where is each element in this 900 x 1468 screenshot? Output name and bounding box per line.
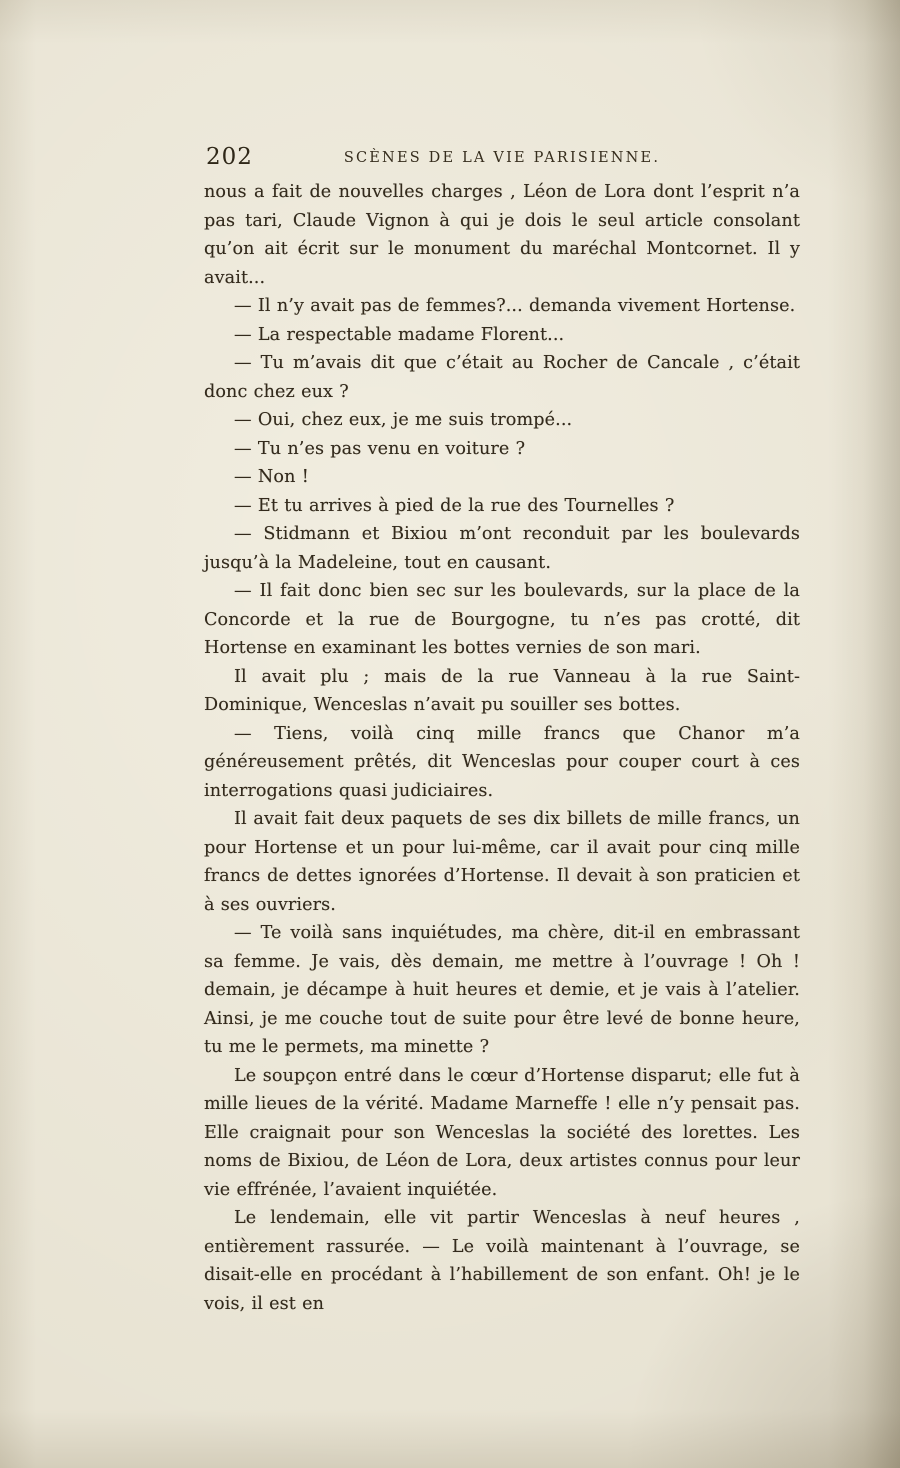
paragraph: — Il n’y avait pas de femmes?... demanda vivement Hortense.	[234, 296, 796, 316]
paragraph: — Non !	[234, 467, 309, 487]
page-number: 202	[206, 144, 253, 170]
paragraph: Le lendemain, elle vit partir Wenceslas à neuf heures , entièrement rassurée. — Le voilà maintenant à l’ouvrage, se disait-elle en procédant à l’habillement de son enfant. Oh! je le vois, il est en	[204, 1208, 800, 1314]
page-header	[204, 144, 800, 176]
paragraph: — Tu m’avais dit que c’était au Rocher de Cancale , c’était donc chez eux ?	[204, 353, 800, 402]
running-title: SCÈNES DE LA VIE PARISIENNE.	[343, 150, 661, 166]
paragraph: — La respectable madame Florent...	[234, 324, 565, 345]
paragraph: — Tu n’es pas venu en voiture ?	[234, 438, 526, 459]
paragraph: — Et tu arrives à pied de la rue des Tournelles ?	[234, 495, 675, 516]
paragraph: Il avait plu ; mais de la rue Vanneau à la rue Saint-Dominique, Wenceslas n’avait pu souiller ses bottes.	[204, 666, 800, 715]
paragraph: — Stidmann et Bixiou m’ont reconduit par les boulevards jusqu’à la Madeleine, tout en causant.	[204, 524, 800, 573]
paragraph: — Tiens, voilà cinq mille francs que Chanor m’a généreusement prêtés, dit Wenceslas pour couper court à ces interrogations quasi judiciaires.	[204, 723, 800, 801]
paragraph: Il avait fait deux paquets de ses dix billets de mille francs, un pour Hortense et un pour lui-même, car il avait pour cinq mille francs de dettes ignorées d’Hortense. Il devait à son praticien et à ses ouvriers.	[204, 809, 800, 915]
paragraph: Le soupçon entré dans le cœur d’Hortense disparut; elle fut à mille lieues de la vérité. Madame Marneffe ! elle n’y pensait pas. Elle craignait pour son Wenceslas la société des lorettes. Les noms de Bixiou, de Léon de Lora, deux artistes connus pour leur vie effrénée, l’avaient inquiétée.	[204, 1065, 800, 1200]
paragraph: — Oui, chez eux, je me suis trompé...	[234, 410, 573, 430]
paragraph: — Te voilà sans inquiétudes, ma chère, dit-il en embrassant sa femme. Je vais, dès demain, me mettre à l’ouvrage ! Oh ! demain, je décampe à huit heures et demie, et je vais à l’atelier. Ainsi, je me couche tout de suite pour être levé de bonne heure, tu me le permets, ma minette ?	[204, 923, 800, 1057]
paragraph: nous a fait de nouvelles charges , Léon de Lora dont l’esprit n’a pas tari, Claude Vignon à qui je dois le seul article consolant qu’on ait écrit sur le monument du maréchal Montcornet. Il y avait...	[204, 182, 800, 288]
paragraph: — Il fait donc bien sec sur les boulevards, sur la place de la Concorde et la rue de Bourgogne, tu n’es pas crotté, dit Hortense en examinant les bottes vernies de son mari.	[204, 581, 800, 658]
page-text-block	[204, 178, 800, 1318]
